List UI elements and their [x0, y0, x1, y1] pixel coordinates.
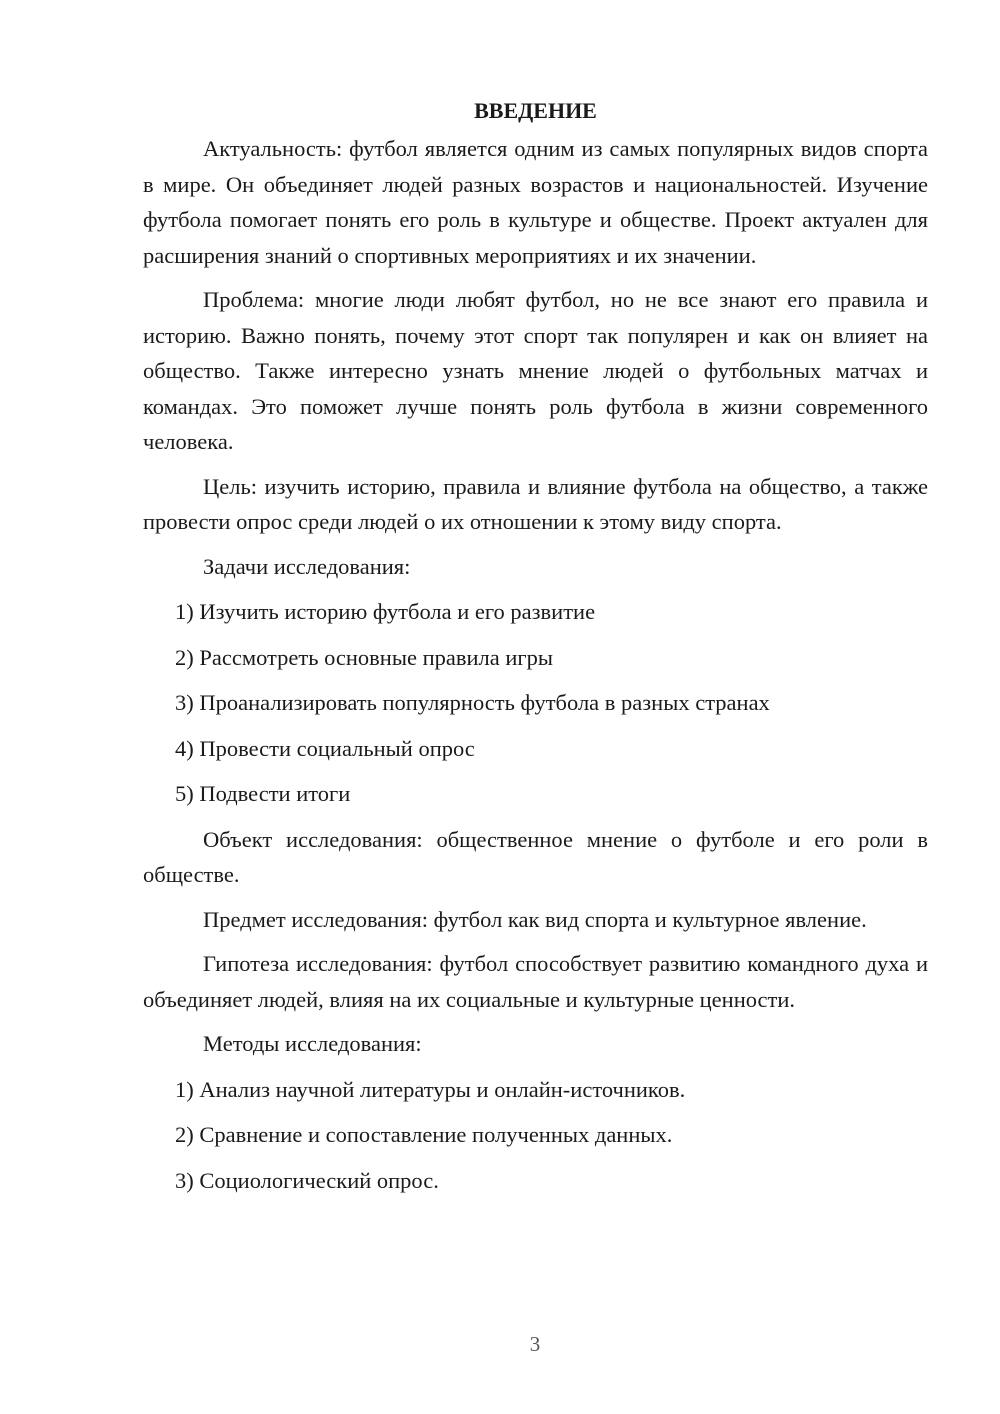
subject-paragraph: Предмет исследования: футбол как вид спорта и культурное явление. [203, 906, 867, 932]
method-item: 2) Сравнение и сопоставление полученных данных. [175, 1122, 673, 1147]
task-item: 3) Проанализировать популярность футбола в разных странах [175, 690, 770, 715]
object-paragraph: Объект исследования: общественное мнение о футболе и его роли в обществе. [143, 826, 928, 887]
method-item: 3) Социологический опрос. [175, 1167, 439, 1193]
task-item: 2) Рассмотреть основные правила игры [175, 644, 553, 670]
task-item: 1) Изучить историю футбола и его развитие [175, 599, 596, 624]
method-item: 1) Анализ научной литературы и онлайн-источников. [175, 1076, 686, 1102]
task-item: 4) Провести социальный опрос [175, 735, 475, 761]
page-number: 3 [529, 1332, 541, 1356]
page-content [143, 95, 928, 1208]
problem-paragraph: Проблема: многие люди любят футбол, но не все знают его правила и историю. Важно понять, почему этот спорт так популярен и как он влияет на общество. Также интересно узнать мнение людей о футбольных матчах и командах. Это поможет лучше понять роль футбола в жизни современного человека. [143, 287, 928, 454]
tasks-list [143, 594, 928, 812]
relevance-paragraph: Актуальность: футбол является одним из самых популярных видов спорта в мире. Он объединяет людей разных возрастов и национальностей. Изучение футбола помогает понять его роль в культуре и обществе. Проект актуален для расширения знаний о спортивных мероприятиях и их значении. [143, 136, 928, 268]
task-item: 5) Подвести итоги [175, 781, 351, 806]
hypothesis-paragraph: Гипотеза исследования: футбол способствует развитию командного духа и объединяет людей, влияя на их социальные и культурные ценности. [143, 951, 928, 1012]
page-title: ВВЕДЕНИЕ [474, 98, 597, 123]
methods-list [143, 1072, 928, 1199]
methods-heading: Методы исследования: [203, 1031, 422, 1056]
goal-paragraph: Цель: изучить историю, правила и влияние футбола на общество, а также провести опрос среди людей о их отношении к этому виду спорта. [143, 473, 928, 534]
tasks-heading: Задачи исследования: [203, 553, 411, 579]
